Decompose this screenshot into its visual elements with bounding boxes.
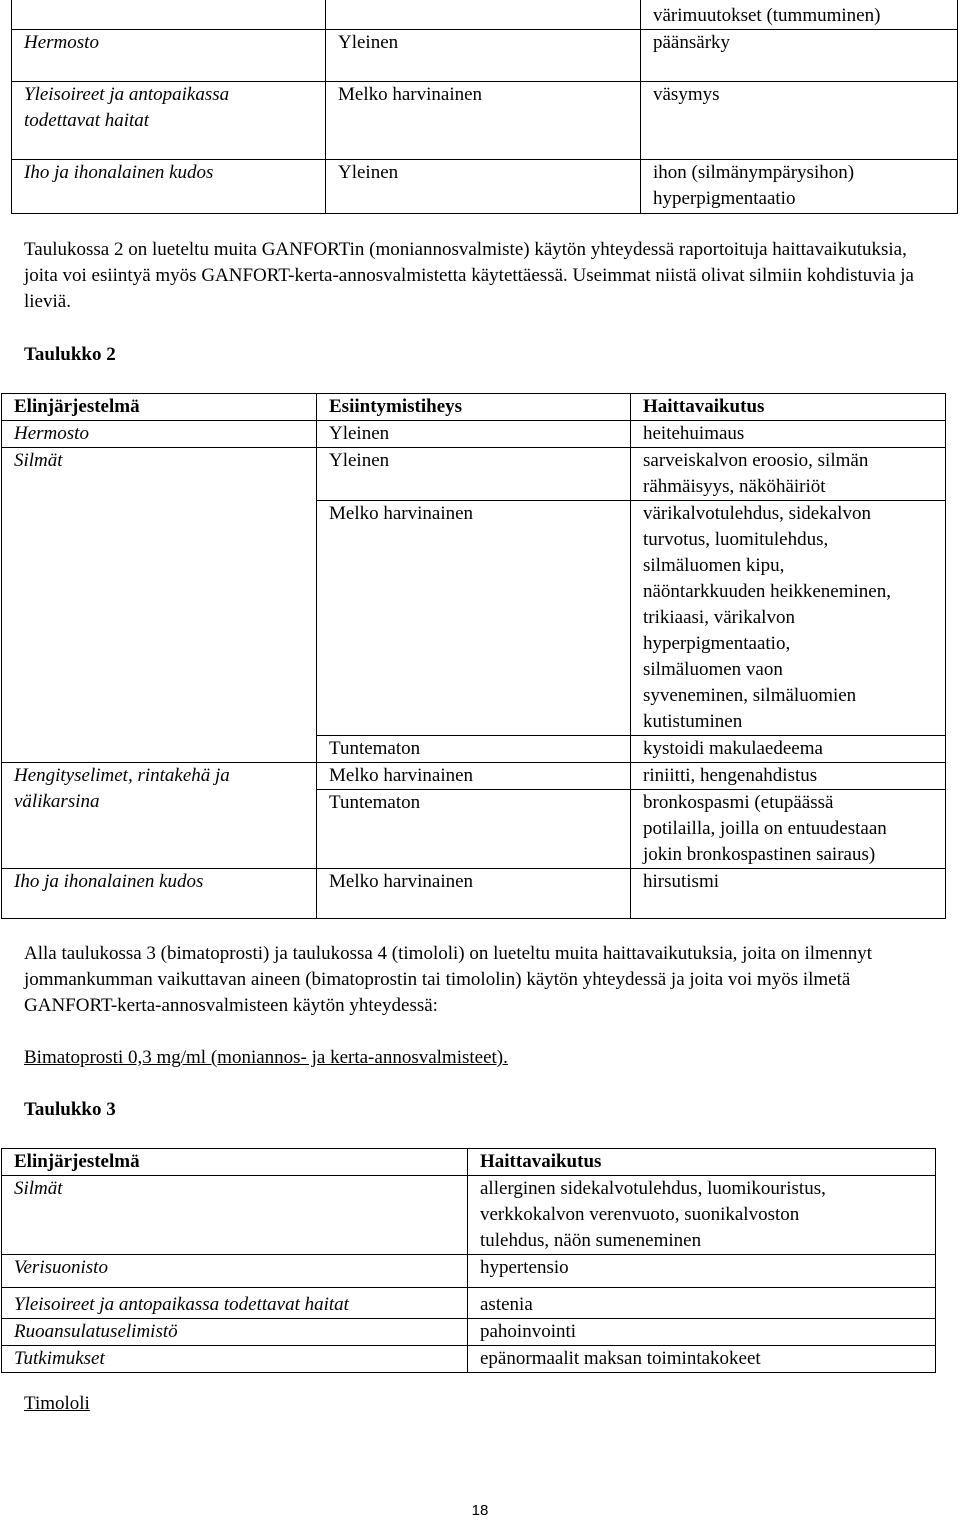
- header-frequency: Esiintymistiheys: [317, 394, 631, 421]
- effect-cell: hirsutismi: [631, 869, 946, 919]
- table-header-row: [2, 1149, 936, 1176]
- header-effect: Haittavaikutus: [631, 394, 946, 421]
- effect-cell: väsymys: [641, 82, 958, 160]
- table-row: [2, 501, 946, 736]
- table-row: [12, 30, 958, 82]
- table-row: [2, 1255, 936, 1288]
- timolol-heading: Timololi: [24, 1393, 90, 1414]
- frequency-cell: Melko harvinainen: [317, 763, 631, 790]
- table-row: [2, 448, 946, 501]
- effect-cell: epänormaalit maksan toimintakokeet: [468, 1346, 936, 1373]
- organ-cell: Silmät: [2, 448, 317, 501]
- table-row: [2, 736, 946, 763]
- organ-cell: Verisuonisto: [2, 1255, 468, 1288]
- table-row: [12, 0, 958, 30]
- table2-caption: Taulukko 2: [24, 344, 116, 365]
- bimatoprost-heading: Bimatoprosti 0,3 mg/ml (moniannos- ja kerta-annosvalmisteet).: [24, 1047, 508, 1068]
- table3: [1, 1148, 936, 1373]
- effect-cell: sarveiskalvon eroosio, silmän rähmäisyys, näköhäiriöt: [631, 448, 946, 501]
- table2: [1, 393, 946, 919]
- table-row: [2, 763, 946, 790]
- table-row: [12, 82, 958, 160]
- effect-cell: heitehuimaus: [631, 421, 946, 448]
- table-row: [2, 1319, 936, 1346]
- organ-cell: Tutkimukset: [2, 1346, 468, 1373]
- table-header-row: [2, 394, 946, 421]
- frequency-cell: Tuntematon: [317, 790, 631, 869]
- table-row: [2, 1346, 936, 1373]
- table-row: [12, 160, 958, 214]
- effect-cell: allerginen sidekalvotulehdus, luomikouristus, verkkokalvon verenvuoto, suonikalvoston tulehdus, näön sumeneminen: [468, 1176, 936, 1255]
- effect-cell: hypertensio: [468, 1255, 936, 1288]
- effect-cell: päänsärky: [641, 30, 958, 82]
- organ-cell: Hermosto: [2, 421, 317, 448]
- header-organ: Elinjärjestelmä: [2, 394, 317, 421]
- organ-cell: Hermosto: [12, 30, 326, 82]
- frequency-cell: Tuntematon: [317, 736, 631, 763]
- organ-cell: [12, 0, 326, 30]
- organ-cell: Iho ja ihonalainen kudos: [2, 869, 317, 919]
- organ-cell: Yleisoireet ja antopaikassa todettavat haitat: [2, 1288, 468, 1319]
- organ-cell: [2, 736, 317, 763]
- organ-cell: Ruoansulatuselimistö: [2, 1319, 468, 1346]
- frequency-cell: Yleinen: [317, 448, 631, 501]
- effect-cell: värikalvotulehdus, sidekalvon turvotus, luomitulehdus, silmäluomen kipu, näöntarkkuuden heikkeneminen, trikiaasi, värikalvon hyperpigmentaatio, silmäluomen vaon syveneminen, silmäluomien kutistuminen: [631, 501, 946, 736]
- header-organ: Elinjärjestelmä: [2, 1149, 468, 1176]
- table-row: [2, 1176, 936, 1255]
- frequency-cell: [326, 0, 641, 30]
- frequency-cell: Yleinen: [326, 30, 641, 82]
- page-number: 18: [471, 1502, 489, 1519]
- organ-cell: Iho ja ihonalainen kudos: [12, 160, 326, 214]
- organ-cell: Hengityselimet, rintakehä ja välikarsina: [2, 763, 317, 869]
- paragraph-2: Alla taulukossa 3 (bimatoprosti) ja taulukossa 4 (timololi) on lueteltu muita haittavaikutuksia, joita on ilmennyt jommankumman vaikuttavan aineen (bimatoprostin tai timololin) käytön yhteydessä ja joita voi myös ilmetä GANFORT-kerta-annosvalmisteen käytön yhteydessä:: [24, 943, 872, 1016]
- effect-cell: astenia: [468, 1288, 936, 1319]
- organ-cell: [2, 501, 317, 736]
- table-row: [2, 1288, 936, 1319]
- effect-cell: värimuutokset (tummuminen): [641, 0, 958, 30]
- organ-cell: Silmät: [2, 1176, 468, 1255]
- frequency-cell: Melko harvinainen: [326, 82, 641, 160]
- table-row: [2, 421, 946, 448]
- frequency-cell: Yleinen: [317, 421, 631, 448]
- effect-cell: ihon (silmänympärysihon) hyperpigmentaatio: [641, 160, 958, 214]
- frequency-cell: Melko harvinainen: [317, 869, 631, 919]
- effect-cell: pahoinvointi: [468, 1319, 936, 1346]
- effect-cell: bronkospasmi (etupäässä potilailla, joilla on entuudestaan jokin bronkospastinen sairaus): [631, 790, 946, 869]
- intro-paragraph: Taulukossa 2 on lueteltu muita GANFORTin (moniannosvalmiste) käytön yhteydessä raportoituja haittavaikutuksia, joita voi esiintyä myös GANFORT-kerta-annosvalmistetta käytettäessä. Useimmat niistä olivat silmiin kohdistuvia ja lieviä.: [24, 239, 914, 312]
- frequency-cell: Melko harvinainen: [317, 501, 631, 736]
- header-effect: Haittavaikutus: [468, 1149, 936, 1176]
- organ-cell: Yleisoireet ja antopaikassa todettavat haitat: [12, 82, 326, 160]
- adverse-effects-table-continued: [11, 0, 958, 214]
- table3-caption: Taulukko 3: [24, 1099, 116, 1120]
- effect-cell: riniitti, hengenahdistus: [631, 763, 946, 790]
- effect-cell: kystoidi makulaedeema: [631, 736, 946, 763]
- table-row: [2, 869, 946, 919]
- frequency-cell: Yleinen: [326, 160, 641, 214]
